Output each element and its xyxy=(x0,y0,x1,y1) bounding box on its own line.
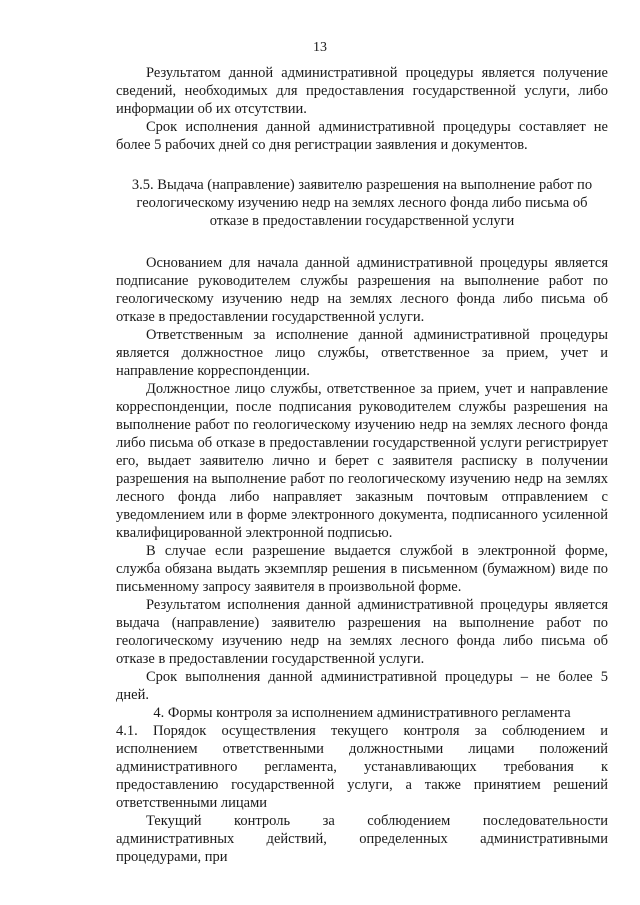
page-number: 13 xyxy=(313,40,327,55)
document-body xyxy=(116,64,608,866)
section-3-5-heading: 3.5. Выдача (направление) заявителю разрешения на выполнение работ по геологическому изучению недр на землях лесного фонда либо письма об отказе в предоставлении государственной услуги xyxy=(131,177,593,229)
section-3-5-paragraph-3: Должностное лицо службы, ответственное за прием, учет и направление корреспонденции, после подписания руководителем службы разрешения на выполнение работ по геологическому изучению недр на землях лесного фонда либо письма об отказе в предоставлении государственной услуги регистрирует его, выдает заявителю лично и берет с заявителя расписку в получении разрешения на выполнение работ по геологическому изучению недр на землях лесного фонда либо направляет заказным почтовым отправлением с уведомлением или в форме электронного документа, подписанного усиленной квалифицированной электронной подписью. xyxy=(116,381,608,541)
section-4-1-heading: 4.1. Порядок осуществления текущего контроля за соблюдением и исполнением ответственными должностными лицами положений административного регламента, устанавливающих требования к предоставлению государственной услуги, а также принятием решений ответственными лицами xyxy=(116,723,608,811)
section-3-5-paragraph-4: В случае если разрешение выдается службой в электронной форме, служба обязана выдать экземпляр решения в письменном (бумажном) виде по письменному запросу заявителя в произвольной форме. xyxy=(116,543,608,595)
section-4-1-paragraph: Текущий контроль за соблюдением последовательности административных действий, определенных административными процедурами, при xyxy=(116,813,608,865)
intro-paragraph-1: Результатом данной административной процедуры является получение сведений, необходимых для предоставления государственной услуги, либо информации об их отсутствии. xyxy=(116,65,608,117)
section-3-5-paragraph-6: Срок выполнения данной административной процедуры – не более 5 дней. xyxy=(116,669,608,703)
section-3-5-heading-block xyxy=(116,176,608,230)
section-3-5-paragraph-1: Основанием для начала данной административной процедуры является подписание руководителем службы разрешения на выполнение работ по геологическому изучению недр на землях лесного фонда либо письма об отказе в предоставлении государственной услуги. xyxy=(116,255,608,325)
section-3-5-paragraph-5: Результатом исполнения данной административной процедуры является выдача (направление) заявителю разрешения на выполнение работ по геологическому изучению недр на землях лесного фонда либо письма об отказе в предоставлении государственной услуги. xyxy=(116,597,608,667)
intro-paragraph-2: Срок исполнения данной административной процедуры составляет не более 5 рабочих дней со дня регистрации заявления и документов. xyxy=(116,119,608,153)
section-4-heading: 4. Формы контроля за исполнением административного регламента xyxy=(153,705,571,721)
section-3-5-paragraph-2: Ответственным за исполнение данной административной процедуры является должностное лицо службы, ответственное за прием, учет и направление корреспонденции. xyxy=(116,327,608,379)
